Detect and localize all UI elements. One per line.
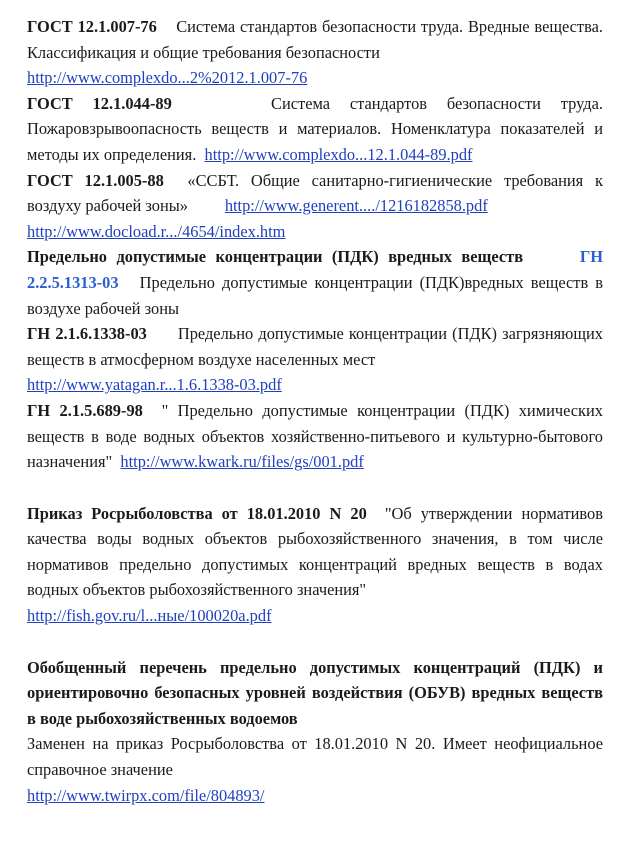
order-text: "Об утверждении нормативов качества воды водных объектов рыбохозяйственного значения, в том числе нормативов предельно допустимых концентраций вредных веществ в водах водных объектов рыбохозяйственного значения" [27,503,603,600]
standard-title: Система стандартов безопасности труда. Вредные вещества. Классификация и общие требования безопасности [27,17,603,62]
standard-link[interactable]: http://www.generent..../1216182858.pdf [224,196,488,216]
order-title: Приказ Росрыболовства от 18.01.2010 N 20 [27,503,367,523]
standard-code: ГОСТ 12.1.007-76 [27,17,157,36]
gost-12-1-007-76-link-line [27,65,603,91]
standard-code: ГН 2.2.5.1313-03 [27,247,603,292]
list-link[interactable]: http://www.twirpx.com/file/804893/ [27,785,265,805]
standard-title: " Предельно допустимые концентрации (ПДК) химических веществ в воде водных объектов хозяйственно-питьевого и культурно-бытового назначения" [27,400,603,472]
standard-title: «ССБТ. Общие санитарно-гигиенические требования к воздуху рабочей зоны» [27,170,603,216]
rosrybolovstvo-order-link-line [27,603,603,629]
standard-code: ГОСТ 12.1.005-88 [27,170,164,190]
paragraph-spacer [27,475,603,501]
standard-link[interactable]: http://www.yatagan.r...1.6.1338-03.pdf [27,375,282,395]
standard-link[interactable]: http://www.kwark.ru/files/gs/001.pdf [120,452,364,472]
standard-code: ГОСТ 12.1.044-89 [27,93,172,113]
gost-12-1-044-89-entry [27,91,603,168]
generalized-list-entry [27,655,603,732]
standard-link[interactable]: http://www.complexdo...12.1.044-89.pdf [204,144,473,164]
rosrybolovstvo-order-entry [27,501,603,603]
section-heading: Предельно допустимые концентрации (ПДК) вредных веществ [27,247,524,267]
standard-link[interactable]: http://www.complexdo...2%2012.1.007-76 [27,68,308,88]
gn-2-1-6-1338-03-entry [27,321,603,372]
gost-12-1-007-76-entry [27,14,603,65]
order-link[interactable]: http://fish.gov.ru/l...ные/100020a.pdf [27,606,272,626]
gost-12-1-005-88-entry [27,168,603,219]
standard-title: Система стандартов безопасности труда. Пожаровзрывоопасность веществ и материалов. Номенклатура показателей и методы их определения. [27,93,603,164]
generalized-list-link-line [27,783,603,809]
generalized-list-note [27,731,603,782]
standard-link-secondary[interactable]: http://www.docload.r.../4654/index.htm [27,221,286,241]
gost-12-1-005-88-link2-line [27,219,603,245]
standard-code: ГН 2.1.6.1338-03 [27,324,147,344]
paragraph-spacer [27,629,603,655]
gn-2-1-5-689-98-entry [27,398,603,475]
standard-title: Предельно допустимые концентрации (ПДК) загрязняющих веществ в атмосферном воздухе населенных мест [27,324,603,369]
standard-code: ГН 2.1.5.689-98 [27,400,143,420]
section-heading: Обобщенный перечень предельно допустимых концентраций (ПДК) и ориентировочно безопасных уровней воздействия (ОБУВ) вредных веществ в воде рыбохозяйственных водоемов [27,657,603,728]
gn-2-1-6-1338-03-link-line [27,372,603,398]
standard-title: Предельно допустимые концентрации (ПДК)вредных веществ в воздухе рабочей зоны [27,272,603,318]
note-text: Заменен на приказ Росрыболовства от 18.01.2010 N 20. Имеет неофициальное справочное значение [27,734,603,780]
pdk-section-entry [27,244,603,321]
